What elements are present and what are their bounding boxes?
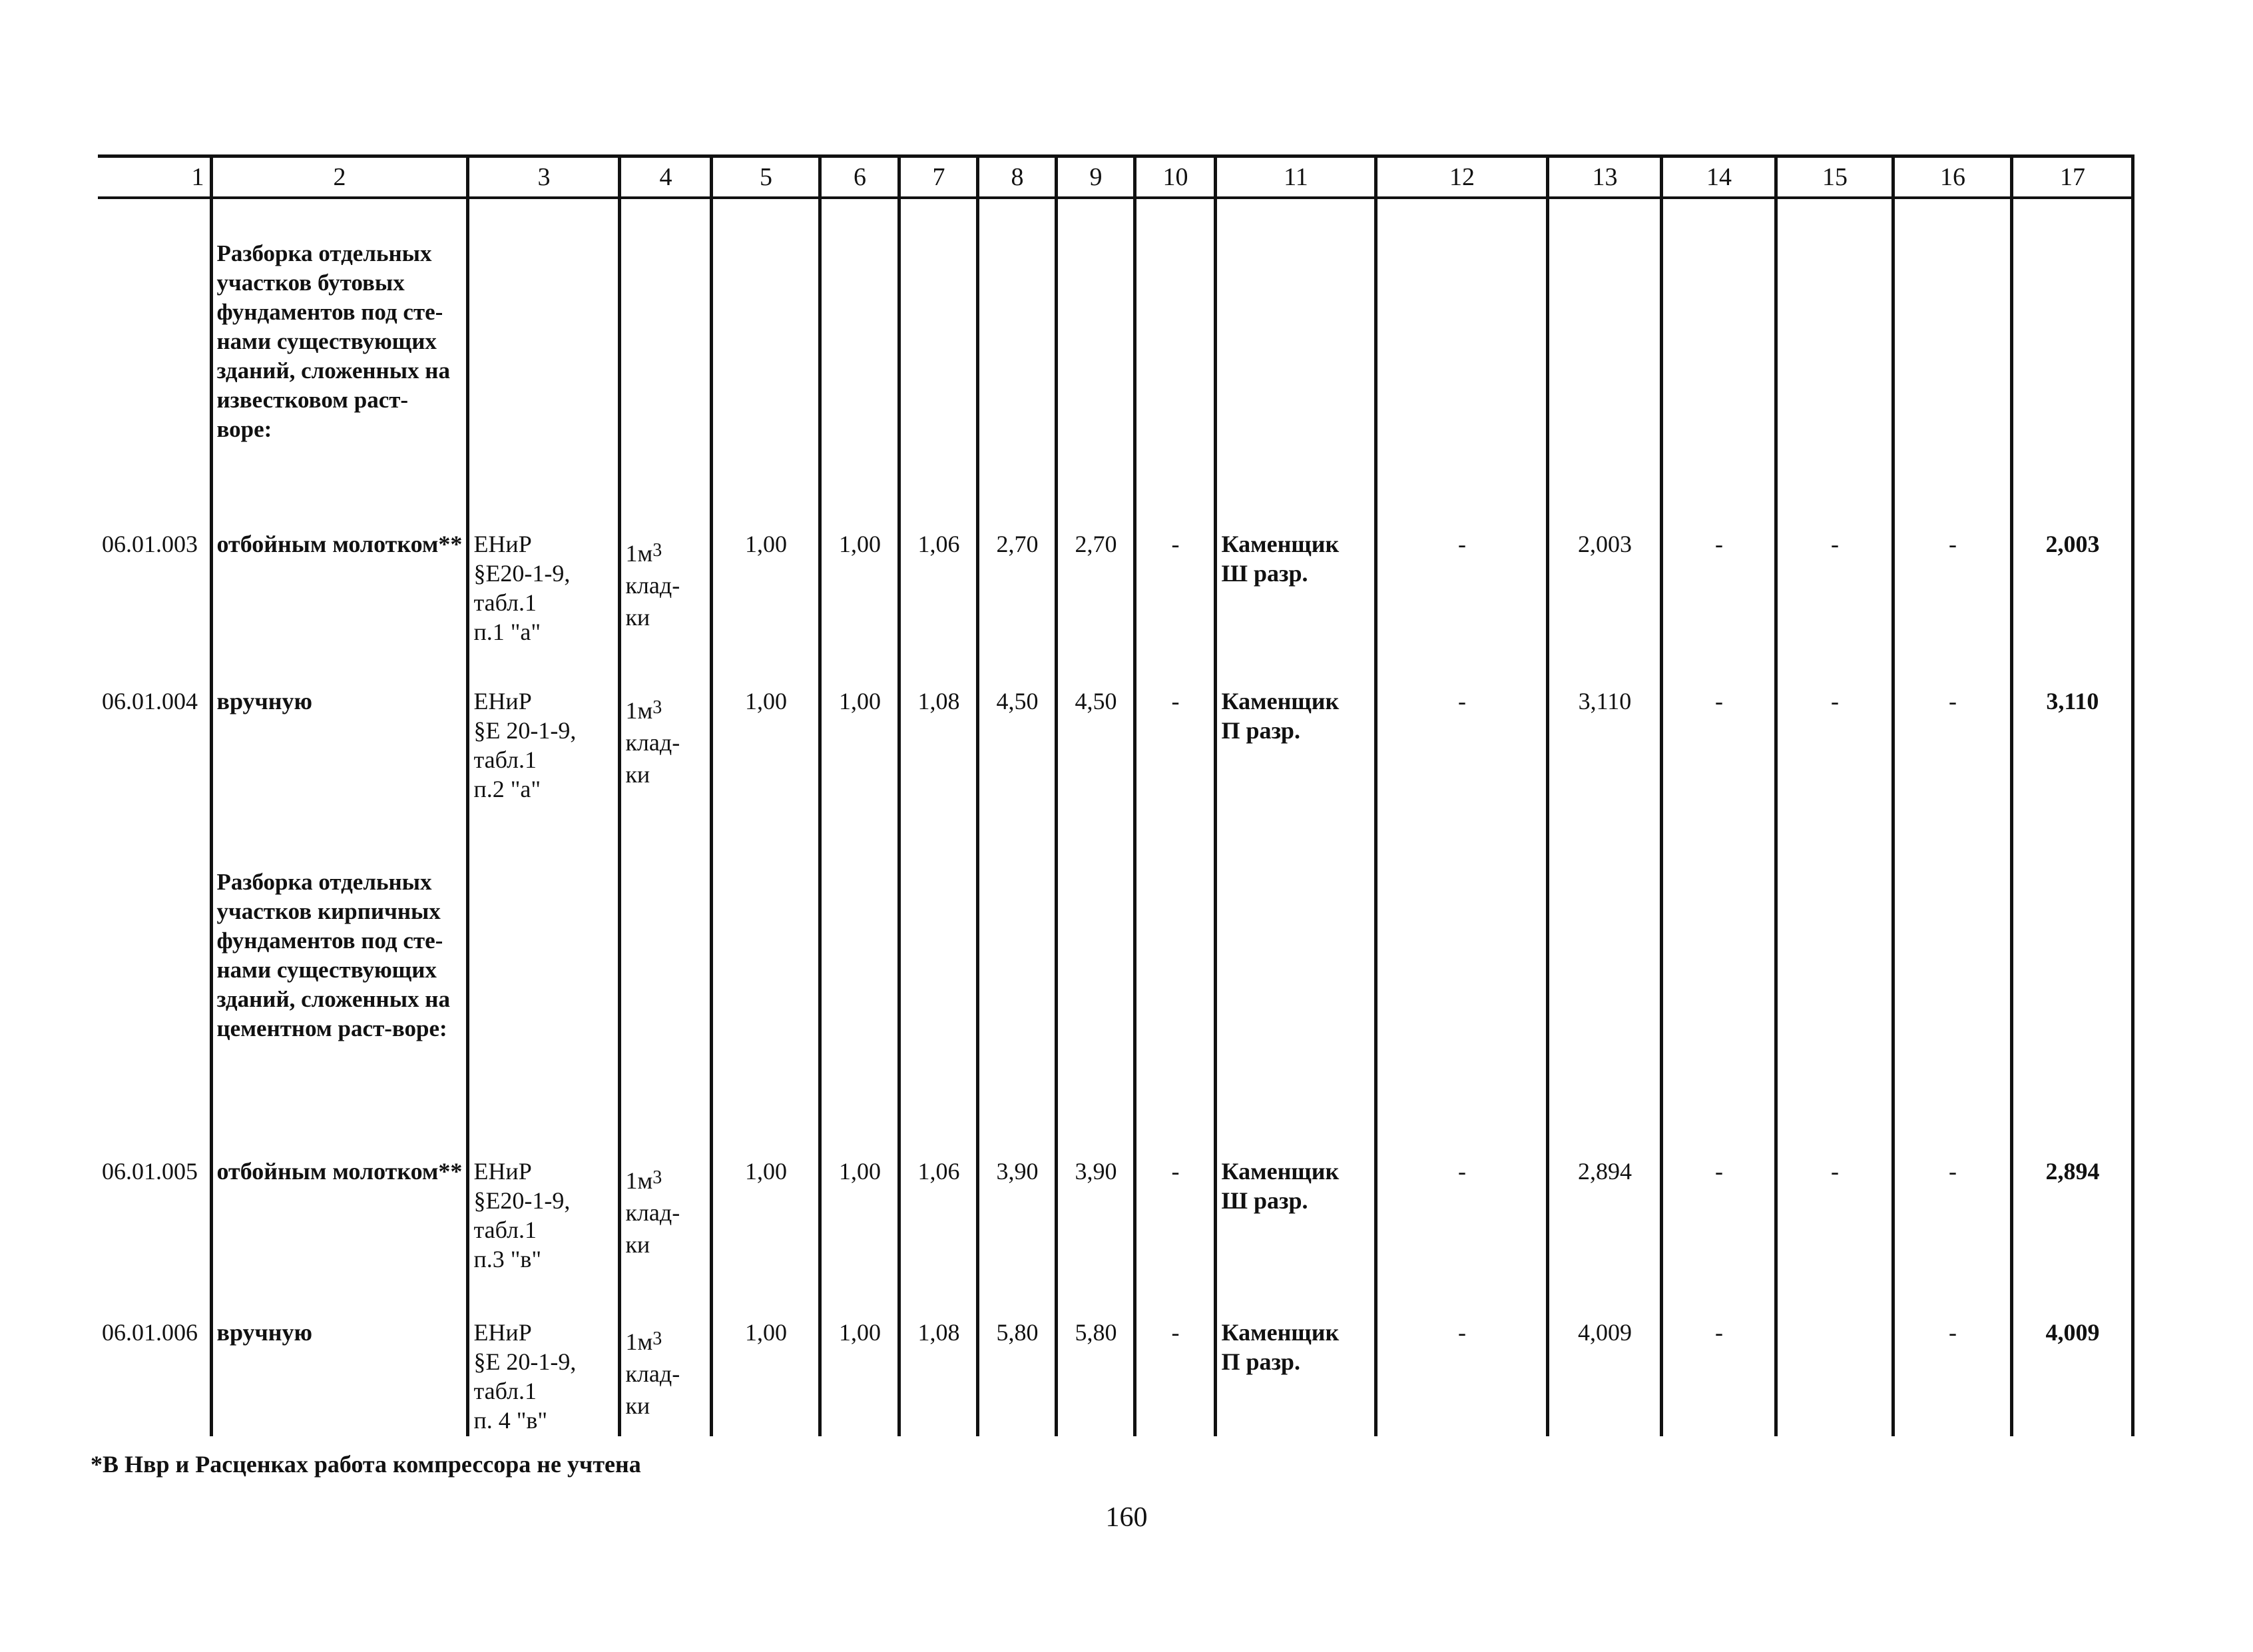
unit-cell (620, 525, 712, 683)
empty-cell (468, 840, 620, 1153)
unit-suffix: ки (625, 1231, 650, 1258)
empty-cell (1216, 840, 1376, 1153)
value-cell-c15: - (1776, 683, 1893, 840)
value-cell-c13: 3,110 (1548, 683, 1662, 840)
value-cell-c15 (1776, 1314, 1893, 1436)
value-cell-c16: - (1893, 1153, 2012, 1314)
value-cell-c12: - (1376, 683, 1548, 840)
empty-cell (1135, 198, 1216, 525)
reference-cell (468, 683, 620, 840)
code-cell: 06.01.005 (98, 1153, 211, 1314)
unit-suffix: ки (625, 604, 650, 631)
empty-cell (1216, 198, 1376, 525)
empty-cell (1135, 840, 1216, 1153)
value-cell-c8: 5,80 (978, 1314, 1057, 1436)
worker-line: П разр. (1221, 1348, 1300, 1375)
worker-line: Каменщик (1221, 688, 1340, 714)
unit-exponent: 3 (652, 540, 662, 561)
value-cell-c7: 1,08 (899, 1314, 978, 1436)
unit-value (625, 696, 706, 725)
unit-value (625, 1166, 706, 1195)
total-cell: 2,003 (2012, 525, 2133, 683)
reference-line: табл.1 (473, 1378, 537, 1404)
name-cell: вручную (211, 683, 468, 840)
name-cell: вручную (211, 1314, 468, 1436)
empty-cell (1893, 840, 2012, 1153)
unit-cell (620, 1153, 712, 1314)
value-cell-c5: 1,00 (712, 525, 820, 683)
value-cell-c9: 4,50 (1057, 683, 1135, 840)
value-cell-c10: - (1135, 683, 1216, 840)
value-cell-c10: - (1135, 525, 1216, 683)
header-cell: 4 (620, 156, 712, 198)
code-cell: 06.01.003 (98, 525, 211, 683)
unit-text: 1м (625, 540, 653, 567)
empty-cell (1376, 840, 1548, 1153)
reference-line: §Е20-1-9, (473, 1187, 571, 1214)
header-cell: 7 (899, 156, 978, 198)
header-cell: 6 (820, 156, 899, 198)
header-cell: 10 (1135, 156, 1216, 198)
value-cell-c9: 5,80 (1057, 1314, 1135, 1436)
section-description: Разборка отдельных участков бутовых фундаментов под сте-нами существующих зданий, сложенных на известковом раст-воре: (211, 198, 468, 525)
code-cell: 06.01.004 (98, 683, 211, 840)
empty-cell (978, 840, 1057, 1153)
table-row (98, 1153, 2133, 1314)
header-cell: 8 (978, 156, 1057, 198)
value-cell-c14: - (1662, 525, 1776, 683)
worker-cell (1216, 1153, 1376, 1314)
worker-line: Ш разр. (1221, 1187, 1308, 1214)
unit-text: 1м (625, 1328, 653, 1355)
section-row (98, 198, 2133, 525)
reference-line: п.1 "а" (473, 619, 541, 645)
reference-line: табл.1 (473, 746, 537, 773)
header-cell: 3 (468, 156, 620, 198)
worker-line: Ш разр. (1221, 560, 1308, 587)
reference-line: §Е20-1-9, (473, 560, 571, 587)
reference-cell (468, 1314, 620, 1436)
value-cell-c7: 1,06 (899, 525, 978, 683)
header-cell: 12 (1376, 156, 1548, 198)
unit-exponent: 3 (652, 1167, 662, 1188)
unit-value (625, 1327, 706, 1356)
empty-cell (1376, 198, 1548, 525)
header-cell: 1 (98, 156, 211, 198)
code-cell: 06.01.006 (98, 1314, 211, 1436)
worker-line: Каменщик (1221, 1158, 1340, 1185)
value-cell-c12: - (1376, 1153, 1548, 1314)
value-cell-c7: 1,08 (899, 683, 978, 840)
header-cell: 2 (211, 156, 468, 198)
reference-line: табл.1 (473, 1217, 537, 1243)
header-row (98, 156, 2133, 198)
value-cell-c12: - (1376, 1314, 1548, 1436)
value-cell-c12: - (1376, 525, 1548, 683)
total-cell: 3,110 (2012, 683, 2133, 840)
table-row (98, 683, 2133, 840)
value-cell-c14: - (1662, 1314, 1776, 1436)
value-cell-c7: 1,06 (899, 1153, 978, 1314)
empty-cell (620, 198, 712, 525)
empty-cell (1776, 198, 1893, 525)
table-row (98, 1314, 2133, 1436)
unit-suffix: клад- (625, 572, 680, 599)
empty-cell (978, 198, 1057, 525)
value-cell-c15: - (1776, 1153, 1893, 1314)
unit-suffix: клад- (625, 729, 680, 756)
reference-line: п.2 "а" (473, 776, 541, 802)
worker-cell (1216, 1314, 1376, 1436)
empty-cell (820, 198, 899, 525)
reference-line: ЕНиР (473, 688, 532, 714)
empty-cell (712, 198, 820, 525)
name-cell: отбойным молотком** (211, 525, 468, 683)
reference-line: п. 4 "в" (473, 1407, 548, 1434)
empty-cell (899, 840, 978, 1153)
empty-cell (899, 198, 978, 525)
worker-cell (1216, 683, 1376, 840)
reference-line: табл.1 (473, 589, 537, 616)
worker-cell (1216, 525, 1376, 683)
unit-exponent: 3 (652, 697, 662, 718)
value-cell-c14: - (1662, 683, 1776, 840)
unit-suffix: клад- (625, 1199, 680, 1226)
value-cell-c13: 4,009 (1548, 1314, 1662, 1436)
reference-line: п.3 "в" (473, 1246, 542, 1272)
section-row (98, 840, 2133, 1153)
reference-cell (468, 525, 620, 683)
value-cell-c8: 4,50 (978, 683, 1057, 840)
worker-line: Каменщик (1221, 1319, 1340, 1346)
empty-cell (1662, 840, 1776, 1153)
value-cell-c9: 2,70 (1057, 525, 1135, 683)
empty-cell (1548, 840, 1662, 1153)
value-cell-c10: - (1135, 1314, 1216, 1436)
empty-cell (712, 840, 820, 1153)
total-cell: 4,009 (2012, 1314, 2133, 1436)
value-cell-c5: 1,00 (712, 1153, 820, 1314)
norms-table (98, 154, 2134, 1436)
reference-line: ЕНиР (473, 531, 532, 557)
empty-cell (1057, 198, 1135, 525)
section-description: Разборка отдельных участков кирпичных фундаментов под сте-нами существующих зданий, сложенных на цементном раст-воре: (211, 840, 468, 1153)
header-cell: 11 (1216, 156, 1376, 198)
value-cell-c15: - (1776, 525, 1893, 683)
value-cell-c6: 1,00 (820, 1153, 899, 1314)
reference-cell (468, 1153, 620, 1314)
value-cell-c8: 3,90 (978, 1153, 1057, 1314)
table-body (98, 156, 2133, 1437)
reference-line: ЕНиР (473, 1158, 532, 1185)
value-cell-c6: 1,00 (820, 1314, 899, 1436)
empty-cell (468, 198, 620, 525)
value-cell-c16: - (1893, 525, 2012, 683)
unit-suffix: ки (625, 761, 650, 788)
empty-cell (1057, 840, 1135, 1153)
page-number: 160 (1105, 1502, 1148, 1533)
unit-value (625, 539, 706, 568)
unit-text: 1м (625, 1167, 653, 1194)
reference-line: §Е 20-1-9, (473, 1348, 577, 1375)
empty-cell (1776, 840, 1893, 1153)
value-cell-c5: 1,00 (712, 1314, 820, 1436)
total-cell: 2,894 (2012, 1153, 2133, 1314)
worker-line: П разр. (1221, 717, 1300, 744)
unit-text: 1м (625, 697, 653, 724)
header-cell: 14 (1662, 156, 1776, 198)
name-cell: отбойным молотком** (211, 1153, 468, 1314)
value-cell-c10: - (1135, 1153, 1216, 1314)
code-cell (98, 840, 211, 1153)
value-cell-c6: 1,00 (820, 525, 899, 683)
unit-exponent: 3 (652, 1328, 662, 1349)
empty-cell (620, 840, 712, 1153)
empty-cell (2012, 840, 2133, 1153)
empty-cell (1548, 198, 1662, 525)
value-cell-c9: 3,90 (1057, 1153, 1135, 1314)
footnote: *В Нвр и Расценках работа компрессора не учтена (91, 1451, 641, 1478)
empty-cell (1893, 198, 2012, 525)
header-cell: 17 (2012, 156, 2133, 198)
value-cell-c13: 2,894 (1548, 1153, 1662, 1314)
value-cell-c13: 2,003 (1548, 525, 1662, 683)
value-cell-c8: 2,70 (978, 525, 1057, 683)
unit-suffix: ки (625, 1392, 650, 1419)
value-cell-c6: 1,00 (820, 683, 899, 840)
value-cell-c14: - (1662, 1153, 1776, 1314)
empty-cell (820, 840, 899, 1153)
unit-cell (620, 1314, 712, 1436)
header-cell: 15 (1776, 156, 1893, 198)
empty-cell (1662, 198, 1776, 525)
header-cell: 16 (1893, 156, 2012, 198)
value-cell-c16: - (1893, 683, 2012, 840)
reference-line: ЕНиР (473, 1319, 532, 1346)
empty-cell (2012, 198, 2133, 525)
header-cell: 9 (1057, 156, 1135, 198)
table-row (98, 525, 2133, 683)
header-cell: 13 (1548, 156, 1662, 198)
header-cell: 5 (712, 156, 820, 198)
value-cell-c5: 1,00 (712, 683, 820, 840)
value-cell-c16: - (1893, 1314, 2012, 1436)
reference-line: §Е 20-1-9, (473, 717, 577, 744)
code-cell (98, 198, 211, 525)
unit-cell (620, 683, 712, 840)
unit-suffix: клад- (625, 1360, 680, 1387)
worker-line: Каменщик (1221, 531, 1340, 557)
